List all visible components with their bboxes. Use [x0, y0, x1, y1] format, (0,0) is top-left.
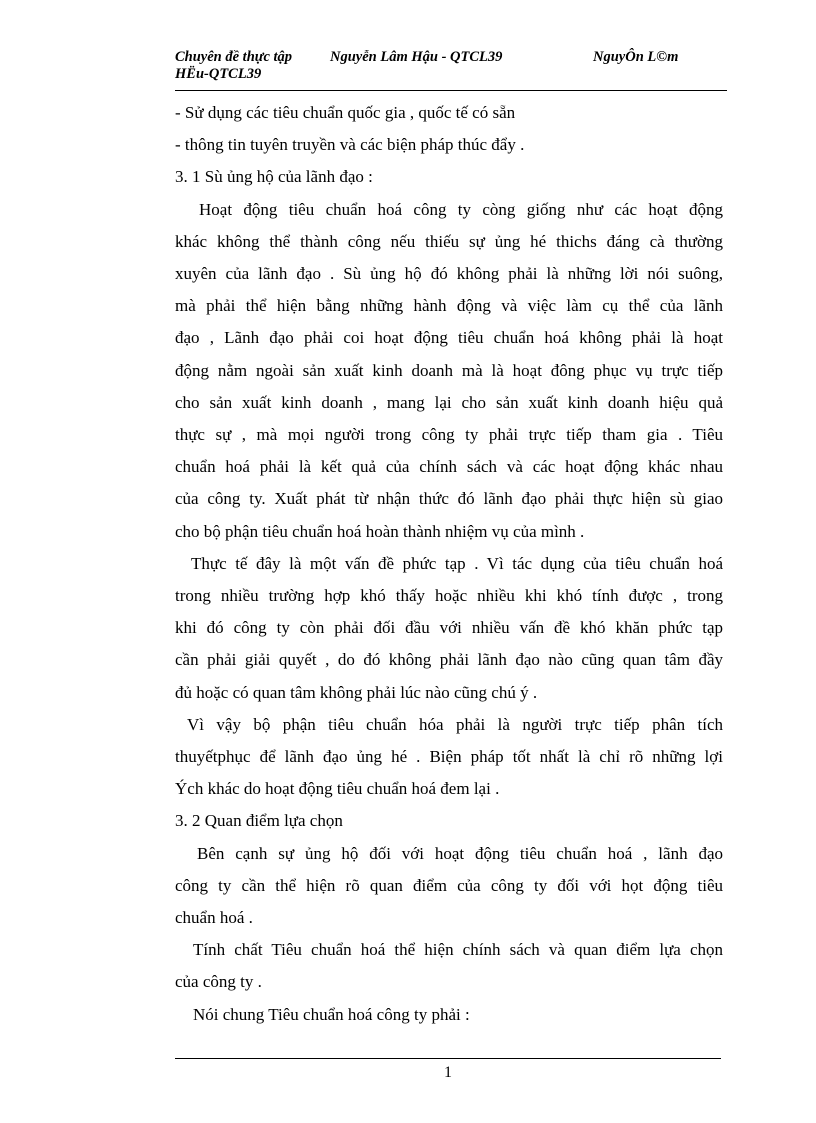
header-author: Nguyễn Lâm Hậu - QTCL39: [330, 49, 503, 65]
paragraph-line: xuyên của lãnh đạo . Sù ủng hộ đó không phải là những lời nói suông,: [175, 264, 723, 284]
paragraph-line: Ých khác do hoạt động tiêu chuẩn hoá đem lại .: [175, 779, 500, 799]
header-author-garbled-cont: HËu-QTCL39: [175, 66, 262, 82]
paragraph-line: thuyếtphục để lãnh đạo ủng hé . Biện pháp tốt nhất là chỉ rõ những lợi: [175, 747, 723, 767]
bullet-line: - Sử dụng các tiêu chuẩn quốc gia , quốc tế có sẵn: [175, 103, 516, 122]
paragraph-line: Thực tế đây là một vấn đề phức tạp . Vì tác dụng của tiêu chuẩn hoá: [191, 553, 723, 573]
paragraph-line: khi đó công ty còn phải đối đầu với nhiều vấn đề khó khăn phức tạp: [175, 618, 723, 638]
paragraph-line: Tính chất Tiêu chuẩn hoá thể hiện chính sách và quan điểm lựa chọn: [193, 940, 723, 960]
paragraph-line: khác không thể thành công nếu thiếu sự ủng hé thichs đáng cà thường: [175, 231, 723, 251]
paragraph-line: Bên cạnh sự ủng hộ đối với hoạt động tiêu chuẩn hoá , lãnh đạo: [197, 843, 723, 863]
paragraph-line: Hoạt động tiêu chuẩn hoá công ty còng giống như các hoạt động: [199, 199, 723, 219]
paragraph-line: công ty cần thể hiện rõ quan điểm của công ty đối với họt động tiêu: [175, 875, 723, 895]
header-divider: [175, 90, 727, 91]
paragraph-line: chuẩn hoá phải là kết quả của chính sách và các hoạt động khác nhau: [175, 457, 723, 477]
paragraph-line: của công ty. Xuất phát từ nhận thức đó lãnh đạo phải thực hiện sù giao: [175, 489, 723, 509]
section-heading: 3. 1 Sù ủng hộ của lãnh đạo :: [175, 167, 373, 187]
paragraph-line: chuẩn hoá .: [175, 908, 253, 928]
paragraph-line: Nói chung Tiêu chuẩn hoá công ty phải :: [193, 1004, 470, 1024]
paragraph-line: thực sự , mà mọi người trong công ty phải trực tiếp tham gia . Tiêu: [175, 425, 723, 445]
paragraph-line: cho sản xuất kinh doanh , mang lại cho sản xuất kinh doanh hiệu quả: [175, 392, 723, 412]
paragraph-line: Vì vậy bộ phận tiêu chuẩn hóa phải là người trực tiếp phân tích: [187, 714, 723, 734]
paragraph-line: của công ty .: [175, 972, 262, 992]
paragraph-line: đạo , Lãnh đạo phải coi hoạt động tiêu chuẩn hoá không phải là hoạt: [175, 328, 723, 348]
page-header: [175, 49, 727, 89]
paragraph-line: động nằm ngoài sản xuất kinh doanh mà là hoạt đông phục vụ trực tiếp: [175, 360, 723, 380]
paragraph-line: mà phải thể hiện bằng những hành động và việc làm cụ thể của lãnh: [175, 296, 723, 316]
bullet-line: - thông tin tuyên truyền và các biện pháp thúc đẩy .: [175, 135, 525, 155]
paragraph-line: đủ hoặc có quan tâm không phải lúc nào cũng chú ý .: [175, 682, 538, 702]
header-author-garbled: NguyÔn L©m: [593, 49, 679, 65]
page-number: 1: [444, 1064, 452, 1081]
paragraph-line: trong nhiều trường hợp khó thấy hoặc nhiều khi khó tính được , trong: [175, 586, 723, 606]
paragraph-line: cần phải giải quyết , do đó không phải lãnh đạo nào cũng quan tâm đầy: [175, 650, 723, 670]
paragraph-line: cho bộ phận tiêu chuẩn hoá hoàn thành nhiệm vụ của mình .: [175, 521, 585, 541]
footer-divider: [175, 1058, 721, 1059]
header-document-type: Chuyên đề thực tập: [175, 49, 293, 65]
section-heading: 3. 2 Quan điểm lựa chọn: [175, 811, 343, 831]
page-body: [175, 97, 723, 1031]
